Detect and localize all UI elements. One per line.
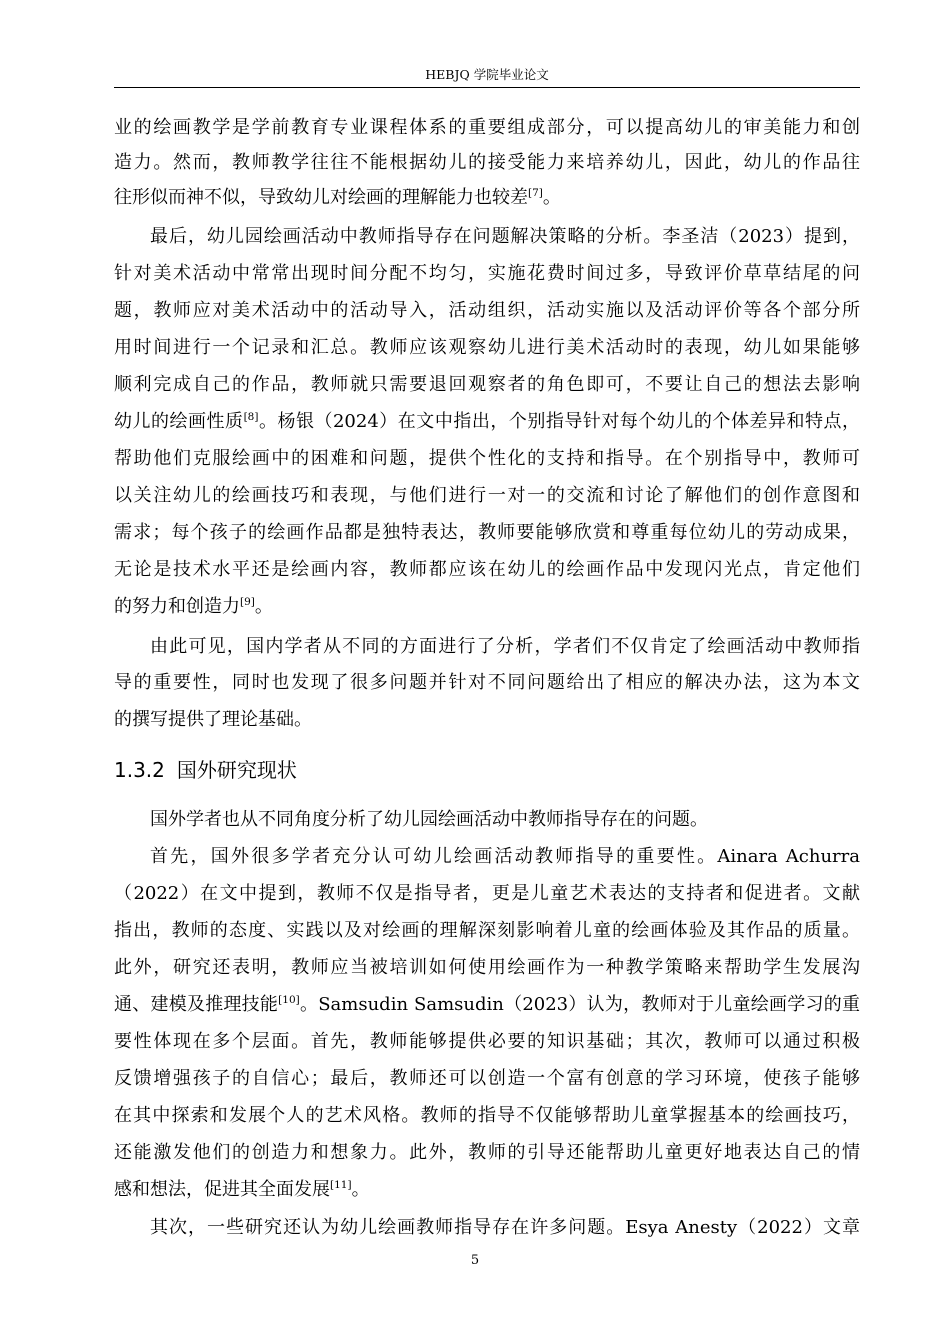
- paragraph-line: 国外学者也从不同角度分析了幼儿园绘画活动中教师指导存在的问题。: [150, 809, 708, 830]
- citation-ref: [11]: [330, 1179, 352, 1191]
- paragraph-line: 首先，国外很多学者充分认可幼儿绘画活动教师指导的重要性。Ainara Achurra: [150, 846, 860, 867]
- paragraph-line: [114, 407, 860, 437]
- paragraph-line: [114, 183, 860, 213]
- paragraph-line: 反馈增强孩子的自信心；最后，教师还可以创造一个富有创意的学习环境，使孩子能够: [114, 1068, 860, 1089]
- paragraph-line: 指出，教师的态度、实践以及对绘画的理解深刻影响着儿童的绘画体验及其作品的质量。: [114, 920, 860, 941]
- line-text: 。Samsudin Samsudin（2023）认为，教师对于儿童绘画学习的重: [299, 994, 860, 1015]
- paragraph-line: 由此可见，国内学者从不同的方面进行了分析，学者们不仅肯定了绘画活动中教师指: [150, 636, 860, 657]
- line-text: 往形似而神不似，导致幼儿对绘画的理解能力也较差: [114, 187, 528, 208]
- paragraph-line: 还能激发他们的创造力和想象力。此外，教师的引导还能帮助儿童更好地表达自己的情: [114, 1142, 860, 1163]
- paragraph-line: 的撰写提供了理论基础。: [114, 709, 312, 730]
- line-text: 的努力和创造力: [114, 596, 240, 617]
- paragraph-line: （2022）在文中提到，教师不仅是指导者，更是儿童艺术表达的支持者和促进者。文献: [114, 883, 860, 904]
- paragraph-line: 此外，研究还表明，教师应当被培训如何使用绘画作为一种教学策略来帮助学生发展沟: [114, 957, 860, 978]
- line-text: 。: [254, 596, 273, 617]
- running-header: HEBJQ 学院毕业论文: [425, 67, 549, 82]
- citation-ref: [9]: [240, 596, 255, 608]
- paragraph-line: 造力。然而，教师教学往往不能根据幼儿的接受能力来培养幼儿，因此，幼儿的作品往: [114, 152, 860, 173]
- paragraph-line: 最后，幼儿园绘画活动中教师指导存在问题解决策略的分析。李圣洁（2023）提到，: [150, 226, 860, 247]
- line-text: 。: [542, 187, 561, 208]
- paragraph-line: [114, 1175, 860, 1205]
- page-number: 5: [470, 1253, 480, 1268]
- citation-ref: [7]: [528, 187, 543, 199]
- section-heading: [114, 753, 297, 787]
- paragraph-line: 需求；每个孩子的绘画作品都是独特表达，教师要能够欣赏和尊重每位幼儿的劳动成果，: [114, 522, 860, 543]
- section-number: 1.3.2: [114, 758, 165, 782]
- paragraph-line: 无论是技术水平还是绘画内容，教师都应该在幼儿的绘画作品中发现闪光点，肯定他们: [114, 559, 860, 580]
- paragraph-line: 用时间进行一个记录和汇总。教师应该观察幼儿进行美术活动时的表现，幼儿如果能够: [114, 337, 860, 358]
- paragraph-line: 在其中探索和发展个人的艺术风格。教师的指导不仅能够帮助儿童掌握基本的绘画技巧，: [114, 1105, 860, 1126]
- citation-ref: [10]: [278, 994, 300, 1006]
- paragraph-line: 针对美术活动中常常出现时间分配不均匀，实施花费时间过多，导致评价草草结尾的问: [114, 263, 860, 284]
- paragraph-line: 顺利完成自己的作品，教师就只需要退回观察者的角色即可，不要让自己的想法去影响: [114, 374, 860, 395]
- paragraph-line: [114, 990, 860, 1020]
- section-title: 国外研究现状: [176, 758, 297, 782]
- paragraph-line: [114, 592, 860, 622]
- paragraph-line: 题，教师应对美术活动中的活动导入，活动组织，活动实施以及活动评价等各个部分所: [114, 300, 860, 321]
- line-text: 幼儿的绘画性质: [114, 411, 244, 432]
- line-text: 。: [351, 1179, 370, 1200]
- paragraph-line: 导的重要性，同时也发现了很多问题并针对不同问题给出了相应的解决办法，这为本文: [114, 672, 860, 693]
- line-text: 感和想法，促进其全面发展: [114, 1179, 330, 1200]
- paragraph-line: 帮助他们克服绘画中的困难和问题，提供个性化的支持和指导。在个别指导中，教师可: [114, 448, 860, 469]
- line-text: 通、建模及推理技能: [114, 994, 279, 1015]
- paragraph-line: 业的绘画教学是学前教育专业课程体系的重要组成部分，可以提高幼儿的审美能力和创: [114, 117, 860, 138]
- paragraph-line: 要性体现在多个层面。首先，教师能够提供必要的知识基础；其次，教师可以通过积极: [114, 1031, 860, 1052]
- paragraph-line: 其次，一些研究还认为幼儿绘画教师指导存在许多问题。Esya Anesty（2022）文章: [150, 1217, 860, 1238]
- citation-ref: [8]: [243, 411, 259, 423]
- header-rule: [114, 87, 860, 88]
- paragraph-line: 以关注幼儿的绘画技巧和表现，与他们进行一对一的交流和讨论了解他们的创作意图和: [114, 485, 860, 506]
- line-text: 。杨银（2024）在文中指出，个别指导针对每个幼儿的个体差异和特点，: [258, 411, 860, 432]
